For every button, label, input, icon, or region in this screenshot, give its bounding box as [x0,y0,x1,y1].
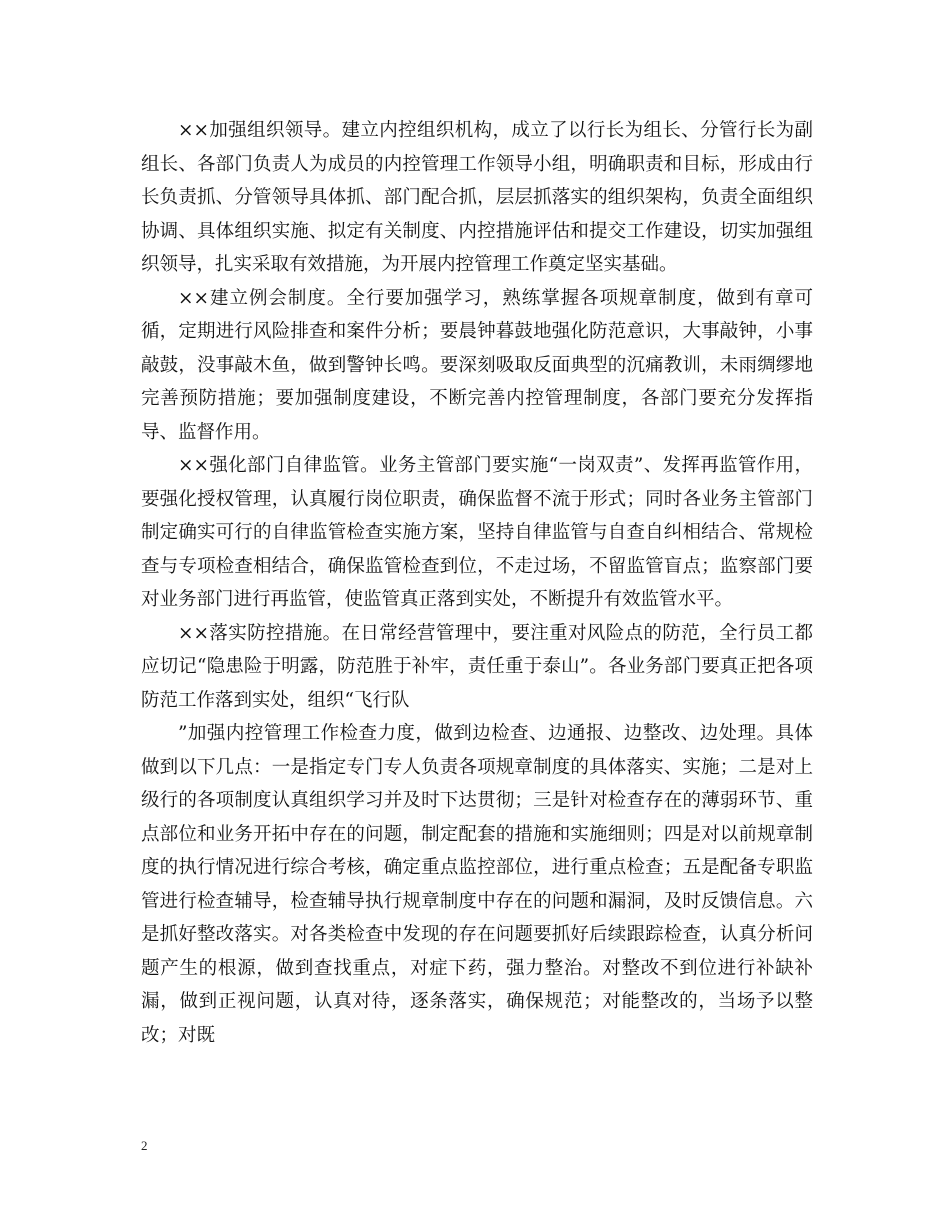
paragraph-prevention-measures: ××落实防控措施。在日常经营管理中，要注重对风险点的防范，全行员工都应切记“隐患险于明露，防范胜于补牢，责任重于泰山”。各业务部门要真正把各项防范工作落到实处，组织“飞行队 [141,622,813,711]
paragraph-organization-leadership: ××加强组织领导。建立内控组织机构，成立了以行长为组长、分管行长为副组长、各部门负责人为成员的内控管理工作领导小组，明确职责和目标，形成由行长负责抓、分管领导具体抓、部门配合抓，层层抓落实的组织架构，负责全面组织协调、具体组织实施、拟定有关制度、内控措施评估和提交工作建设，切实加强组织领导，扎实采取有效措施，为开展内控管理工作奠定坚实基础。 [141,120,813,275]
paragraph-inspection-efforts: ”加强内控管理工作检查力度，做到边检查、边通报、边整改、边处理。具体做到以下几点：一是指定专门专人负责各项规章制度的具体落实、实施；二是对上级行的各项制度认真组织学习并及时下达贯彻；三是针对检查存在的薄弱环节、重点部位和业务开拓中存在的问题，制定配套的措施和实施细则；四是对以前规章制度的执行情况进行综合考核，确定重点监控部位，进行重点检查；五是配备专职监管进行检查辅导，检查辅导执行规章制度中存在的问题和漏洞，及时反馈信息。六是抓好整改落实。对各类检查中发现的存在问题要抓好后续跟踪检查，认真分析问题产生的根源，做到查找重点，对症下药，强力整治。对整改不到位进行补缺补漏，做到正视问题，认真对待，逐条落实，确保规范；对能整改的，当场予以整改；对既 [141,723,813,1046]
paragraph-department-supervision: ××强化部门自律监管。业务主管部门要实施“一岗双责”、发挥再监管作用，要强化授权管理，认真履行岗位职责，确保监督不流于形式；同时各业务主管部门制定确实可行的自律监管检查实施方案，坚持自律监管与自查自纠相结合、常规检查与专项检查相结合，确保监管检查到位，不走过场，不留监管盲点；监察部门要对业务部门进行再监管，使监管真正落到实处，不断提升有效监管水平。 [141,455,813,610]
document-body [141,114,813,1052]
paragraph-meeting-system: ××建立例会制度。全行要加强学习，熟练掌握各项规章制度，做到有章可循，定期进行风险排查和案件分析；要晨钟暮鼓地强化防范意识，大事敲钟，小事敲鼓，没事敲木鱼，做到警钟长鸣。要深刻吸取反面典型的沉痛教训，未雨绸缪地完善预防措施；要加强制度建设，不断完善内控管理制度，各部门要充分发挥指导、监督作用。 [141,287,813,443]
page-number: 2 [141,1138,148,1153]
